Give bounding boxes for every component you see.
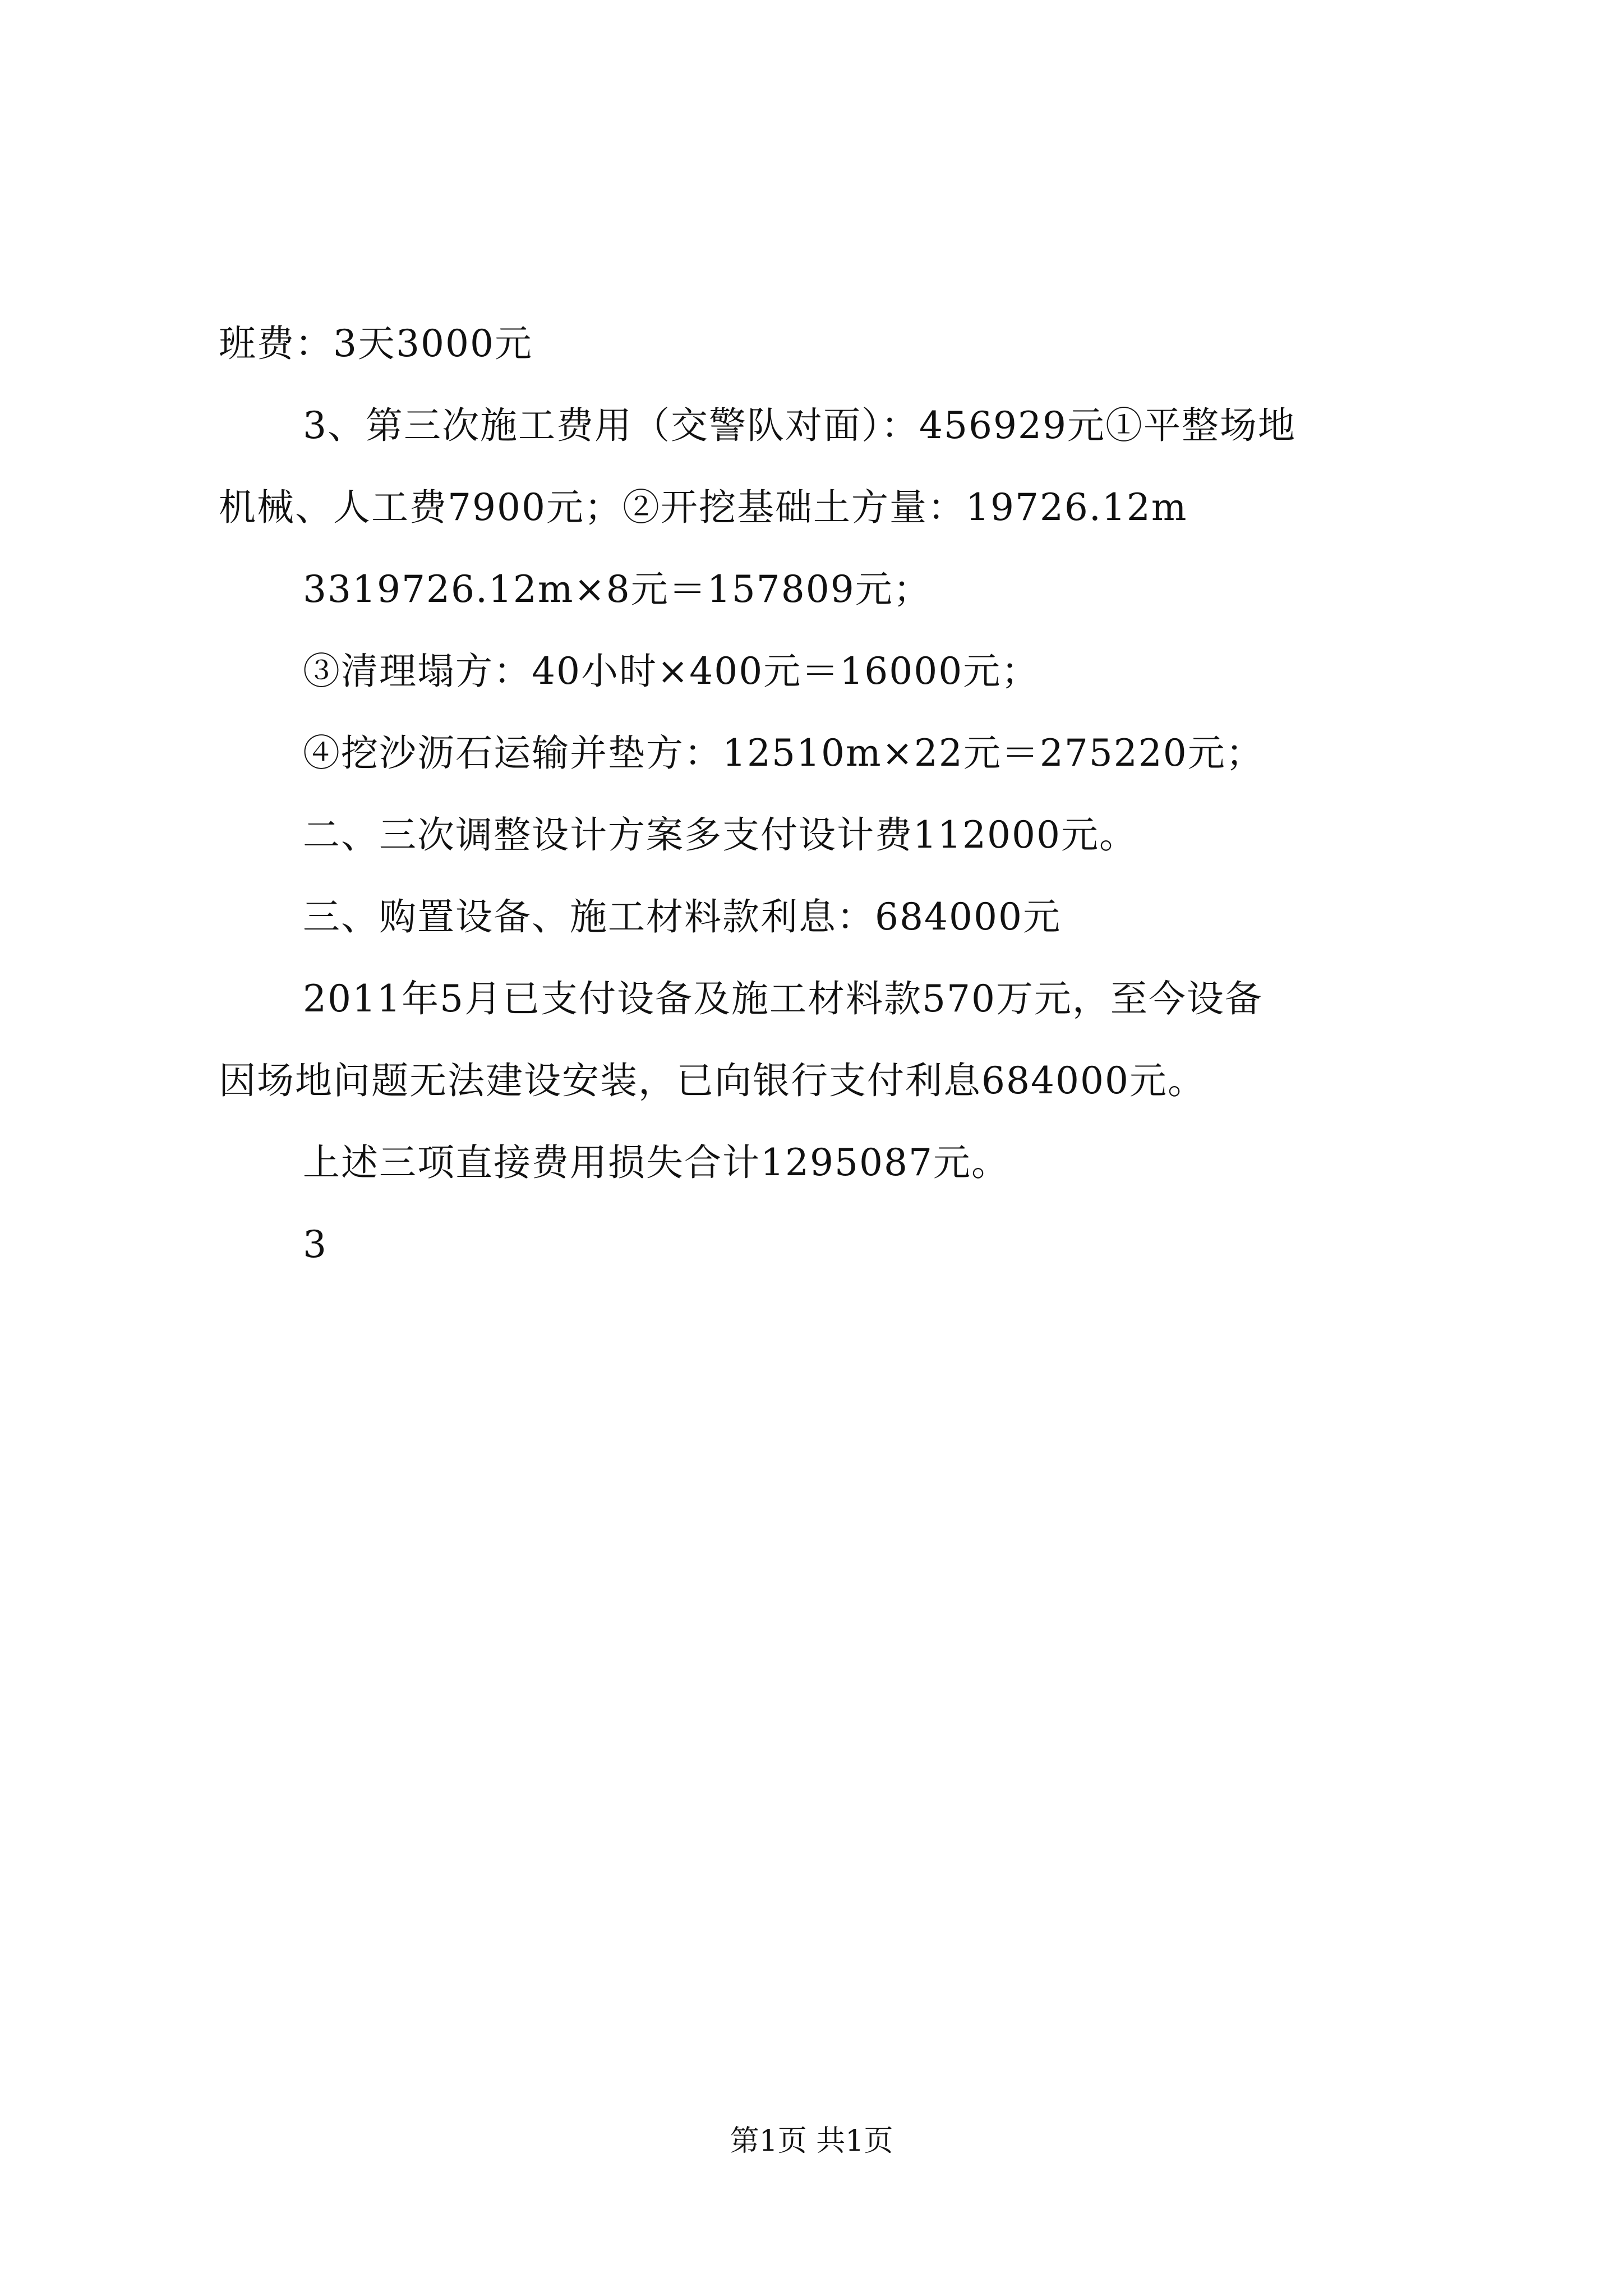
text-line-gravel-transport: ④挖沙沥石运输并垫方：12510m×22元＝275220元； <box>303 731 1264 775</box>
text-line-total-loss: 上述三项直接费用损失合计1295087元。 <box>303 1141 1009 1184</box>
text-line-collapse-cleanup: ③清理塌方：40小时×400元＝16000元； <box>303 650 1040 693</box>
text-line-interest-heading: 三、购置设备、施工材料款利息：684000元 <box>303 895 1061 938</box>
text-line-shift-fee: 班费：3天3000元 <box>219 322 533 365</box>
text-line-payment-2011: 2011年5月已支付设备及施工材料款570万元，至今设备 <box>303 977 1263 1020</box>
page-footer: 第1页 共1页 <box>730 2124 893 2158</box>
text-line-third-construction-cost: 3、第三次施工费用（交警队对面）：456929元①平整场地 <box>303 404 1296 447</box>
text-line-excavation-calc: 3319726.12m×8元＝157809元； <box>303 568 932 611</box>
document-body <box>219 303 1424 1286</box>
text-line-bank-interest: 因场地问题无法建设安装，已向银行支付利息684000元。 <box>219 1059 1206 1102</box>
text-line-design-fee: 二、三次调整设计方案多支付设计费112000元。 <box>303 813 1137 857</box>
text-line-number: 3 <box>303 1223 328 1266</box>
text-line-machinery-labor: 机械、人工费7900元；②开挖基础土方量：19726.12m <box>219 486 1188 529</box>
